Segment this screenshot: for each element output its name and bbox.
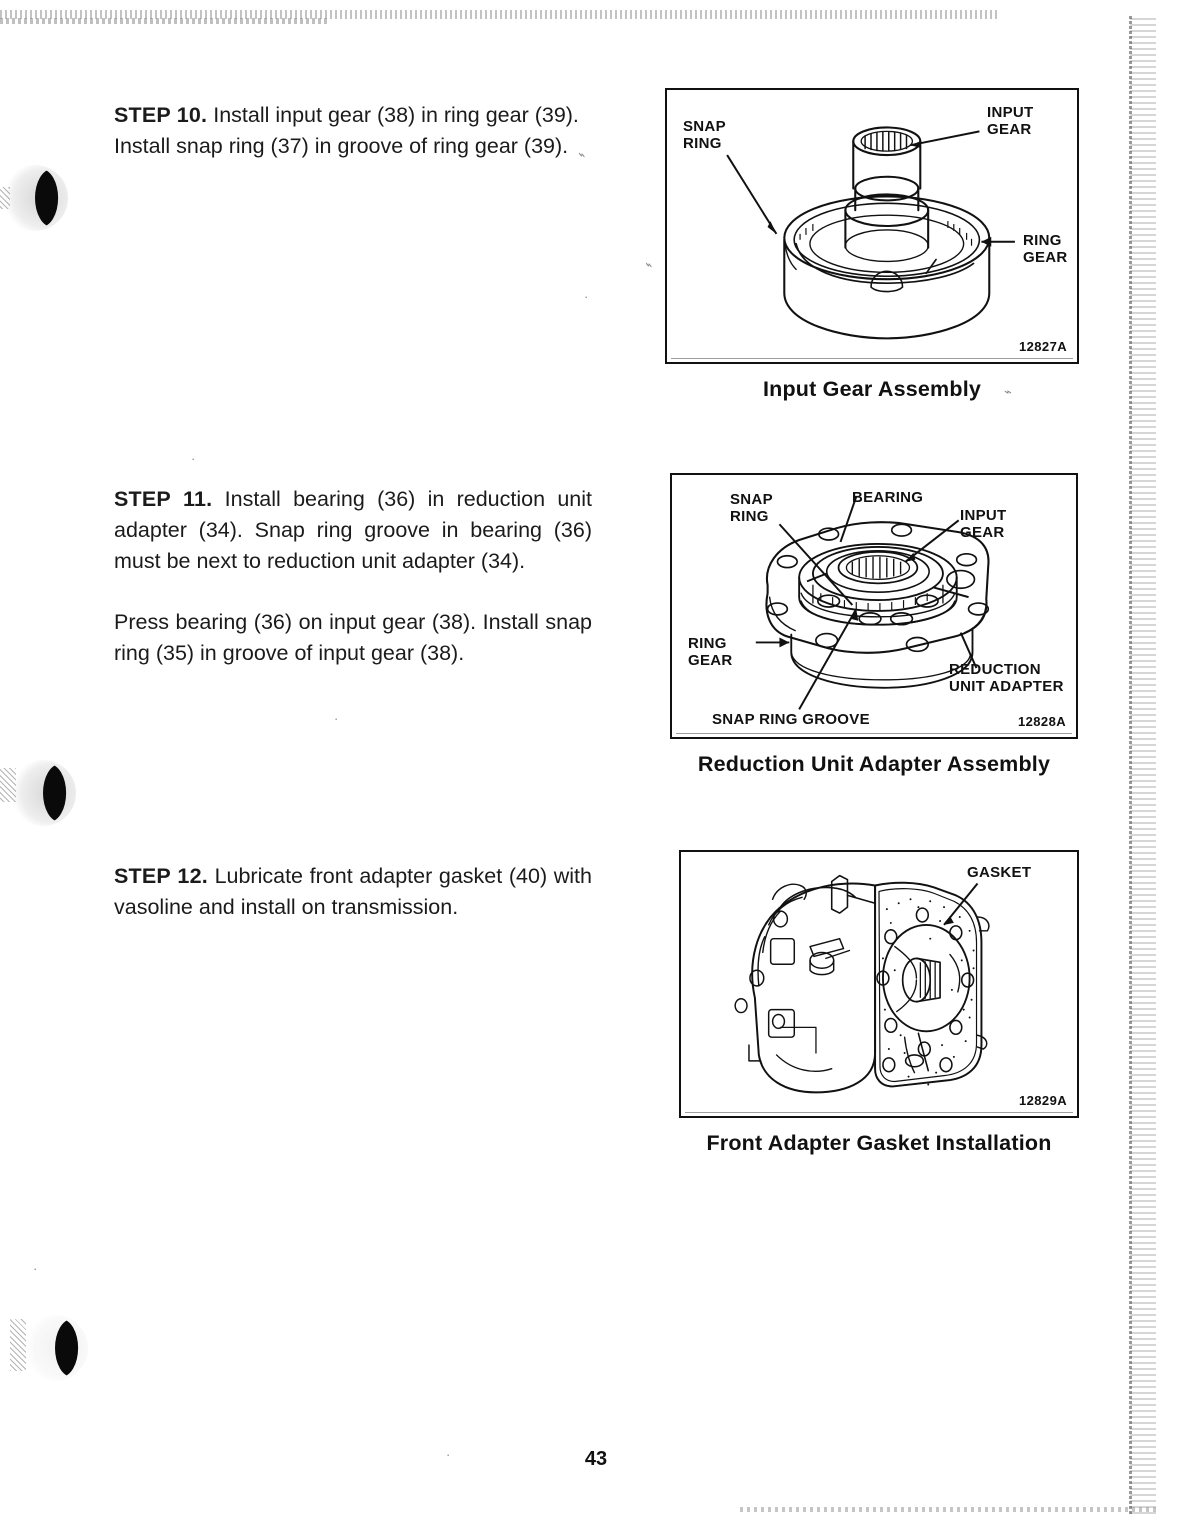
step-10-lead: STEP 10.	[114, 103, 208, 127]
scan-speck: ·	[33, 1261, 38, 1276]
scan-speck: ⌁	[1004, 384, 1012, 399]
figure-input-gear-assembly	[665, 88, 1079, 402]
scan-speck: ·	[584, 289, 589, 304]
scan-speck: ·	[334, 711, 339, 726]
step-10-paragraph-1: Install input gear (38) in ring gear (39). Install snap ring (37) in groove of ring gear (39).	[114, 103, 579, 158]
step-10-text	[114, 100, 594, 162]
binding-hole-artifact	[10, 760, 88, 830]
scan-right-edge-artifact	[1130, 14, 1156, 1514]
scan-speck: ⌁	[575, 146, 589, 163]
figure-1-frame	[665, 88, 1079, 364]
figure-1-caption: Input Gear Assembly	[762, 377, 982, 401]
figure-2-label-snap-ring: SNAP RING	[730, 491, 773, 525]
step-11-paragraph-1: Install bearing (36) in reduction unit adapter (34). Snap ring groove in bearing (36) must be next to reduction unit adapter (34).	[114, 487, 592, 573]
step-11-paragraph-2: Press bearing (36) on input gear (38). Install snap ring (35) in groove of input gear (38).	[114, 610, 592, 665]
step-12-text	[114, 861, 592, 923]
figure-2-label-bearing: BEARING	[852, 489, 924, 506]
figure-3-label-gasket: GASKET	[967, 864, 1032, 881]
step-12-lead: STEP 12.	[114, 864, 208, 888]
figure-1-label-input-gear: INPUT GEAR	[987, 104, 1034, 138]
figure-2-caption: Reduction Unit Adapter Assembly	[697, 752, 1051, 776]
binding-hole-artifact	[2, 165, 80, 235]
figure-2-label-snap-ring-groove: SNAP RING GROOVE	[712, 711, 870, 728]
figure-3-caption: Front Adapter Gasket Installation	[706, 1131, 1052, 1155]
figure-2-number: 12828A	[1018, 714, 1066, 729]
figure-2-label-reduction-unit-adapter: REDUCTION UNIT ADAPTER	[949, 661, 1064, 695]
step-11-lead: STEP 11.	[114, 487, 213, 511]
step-12-paragraph-1: Lubricate front adapter gasket (40) with vasoline and install on transmission.	[114, 864, 592, 919]
scan-speck: ⌁	[642, 256, 656, 273]
figure-1-label-ring-gear: RING GEAR	[1023, 232, 1068, 266]
figure-1-label-snap-ring: SNAP RING	[683, 118, 726, 152]
page-number: 43	[584, 1448, 608, 1470]
scan-top-edge-artifact-secondary	[0, 18, 330, 24]
scan-bottom-edge-artifact	[740, 1507, 1160, 1512]
step-11-text	[114, 484, 592, 669]
scan-speck: ·	[191, 451, 196, 466]
figure-2-label-input-gear: INPUT GEAR	[960, 507, 1007, 541]
figure-2-inner-rule	[676, 733, 1072, 734]
figure-reduction-unit-adapter-assembly	[670, 473, 1078, 777]
binding-hole-artifact	[22, 1315, 100, 1385]
figure-front-adapter-gasket-installation	[679, 850, 1079, 1156]
figure-1-inner-rule	[671, 358, 1073, 359]
scan-speck: ·	[446, 1447, 451, 1462]
scan-right-edge-line-artifact	[1129, 14, 1132, 1514]
figure-3-frame	[679, 850, 1079, 1118]
figure-3-number: 12829A	[1019, 1093, 1067, 1108]
figure-1-number: 12827A	[1019, 339, 1067, 354]
figure-2-frame	[670, 473, 1078, 739]
figure-2-label-ring-gear: RING GEAR	[688, 635, 733, 669]
transmission-front-adapter-drawing	[681, 852, 1077, 1116]
figure-3-inner-rule	[685, 1112, 1073, 1113]
